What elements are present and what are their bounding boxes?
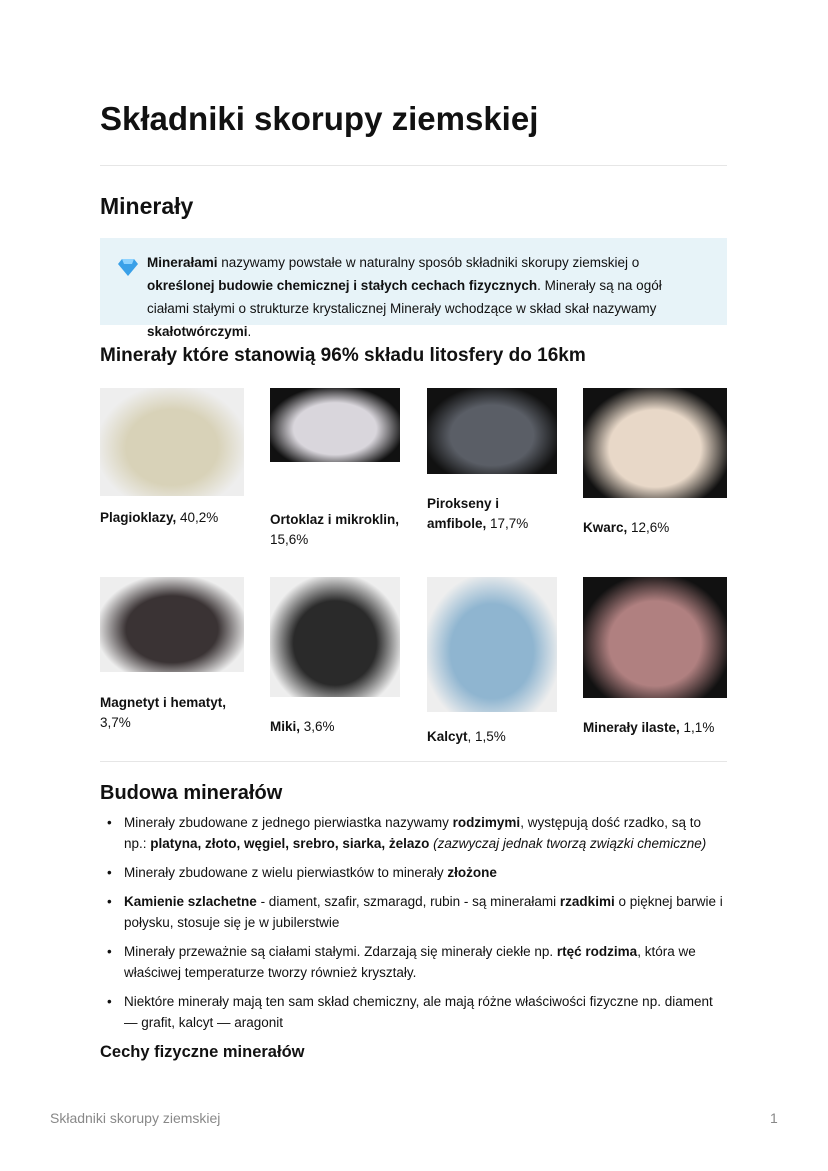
section-heading-structure: Budowa minerałów	[100, 782, 283, 804]
list-item	[100, 891, 727, 933]
mineral-name: Miki,	[270, 719, 301, 734]
bold-text: Kamienie szlachetne	[124, 894, 257, 909]
italic-text: (zazwyczaj jednak tworzą związki chemiczne)	[433, 836, 707, 851]
mineral-percent: 40,2%	[176, 510, 219, 525]
page-title: Składniki skorupy ziemskiej	[100, 100, 539, 137]
section-heading-minerals: Minerały	[100, 193, 194, 219]
bold-text: rtęć rodzima	[556, 944, 638, 959]
mineral-percent: 1,1%	[679, 720, 715, 735]
text: . Minerały są na ogół ciałami stałymi o strukturze krystalicznej Minerały wchodzące w skład skał nazywamy	[147, 278, 662, 316]
mineral-caption	[427, 494, 547, 534]
text: Minerały zbudowane z jednego pierwiastka nazywamy	[124, 815, 453, 830]
text: , która we właściwej temperaturze tworzy również kryształy.	[124, 944, 696, 980]
section-heading-physical-features: Cechy fizyczne minerałów	[100, 1043, 305, 1061]
mineral-name: Magnetyt i hematyt,	[100, 695, 227, 710]
mineral-image	[270, 388, 400, 462]
bold-text: określonej budowie chemicznej i stałych cechach fizycznych	[147, 278, 538, 293]
bold-text: rodzimymi	[452, 815, 521, 830]
divider	[100, 761, 727, 762]
divider	[100, 165, 727, 166]
subheading-96-percent: Minerały które stanowią 96% składu litosfery do 16km	[100, 345, 586, 366]
mineral-caption	[427, 727, 567, 747]
text: Minerały zbudowane z wielu pierwiastków to minerały	[124, 865, 448, 880]
mineral-percent: 3,6%	[300, 719, 335, 734]
mineral-image	[100, 577, 244, 672]
mineral-name: Kwarc,	[583, 520, 628, 535]
mineral-image	[427, 577, 557, 712]
text: .	[247, 324, 252, 339]
callout	[100, 238, 727, 339]
text: - diament, szafir, szmaragd, rubin - są minerałami	[256, 894, 560, 909]
bullet-list	[100, 812, 727, 1041]
mineral-percent: 17,7%	[486, 516, 529, 531]
list-item	[100, 941, 727, 983]
mineral-caption	[100, 508, 250, 528]
mineral-caption	[583, 718, 733, 738]
mineral-name: Kalcyt	[427, 729, 468, 744]
bold-text: skałotwórczymi	[147, 324, 248, 339]
text: Niektóre minerały mają ten sam skład chemiczny, ale mają różne właściwości fizyczne np. diament — grafit, kalcyt — aragonit	[124, 994, 713, 1030]
list-item	[100, 991, 727, 1033]
mineral-image	[583, 388, 727, 498]
bold-text: Minerałami	[147, 255, 218, 270]
mineral-caption	[270, 510, 405, 550]
gem-icon	[118, 258, 138, 276]
mineral-percent: , 1,5%	[467, 729, 506, 744]
list-item	[100, 812, 727, 854]
mineral-image	[583, 577, 727, 698]
text: , występują dość rzadko, są to np.:	[124, 815, 702, 851]
text: Minerały przeważnie są ciałami stałymi. Zdarzają się minerały ciekłe np.	[124, 944, 557, 959]
list-item	[100, 862, 727, 883]
mineral-percent: 3,7%	[100, 715, 131, 730]
mineral-caption	[100, 693, 250, 733]
mineral-percent: 12,6%	[627, 520, 670, 535]
mineral-name: Minerały ilaste,	[583, 720, 680, 735]
mineral-image	[100, 388, 244, 496]
footer-title: Składniki skorupy ziemskiej	[50, 1110, 221, 1126]
mineral-percent: 15,6%	[270, 532, 309, 547]
mineral-caption	[583, 518, 733, 538]
callout-text	[147, 255, 662, 339]
text: nazywamy powstałe w naturalny sposób składniki skorupy ziemskiej o	[217, 255, 640, 270]
mineral-name: Pirokseny i amfibole,	[427, 496, 500, 531]
bold-text: platyna, złoto, węgiel, srebro, siarka, żelazo	[150, 836, 430, 851]
bold-text: rzadkimi	[559, 894, 615, 909]
mineral-caption	[270, 717, 410, 737]
bold-text: złożone	[447, 865, 497, 880]
page-number: 1	[770, 1110, 778, 1126]
mineral-name: Ortoklaz i mikroklin,	[270, 512, 400, 527]
mineral-image	[427, 388, 557, 474]
mineral-name: Plagioklazy,	[100, 510, 177, 525]
text: o pięknej barwie i połysku, stosuje się je w jubilerstwie	[124, 894, 723, 930]
mineral-image	[270, 577, 400, 697]
